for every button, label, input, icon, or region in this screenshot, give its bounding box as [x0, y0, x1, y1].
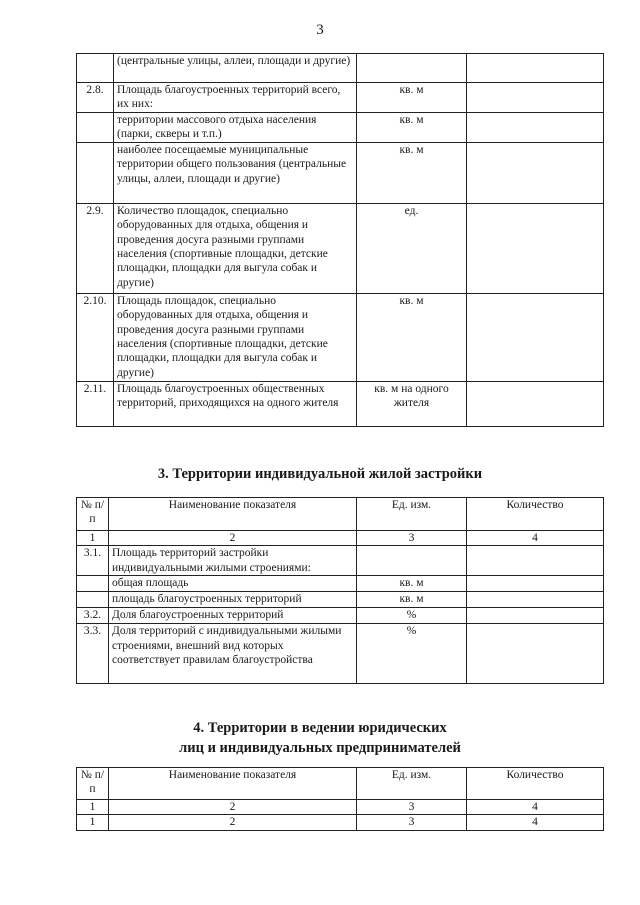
- table-row: [77, 203, 604, 293]
- quantity-cell: [467, 203, 604, 293]
- quantity-cell: [467, 112, 604, 142]
- column-index-2: 2: [109, 531, 357, 546]
- indicators-table-section-3: [76, 497, 604, 684]
- row-number: 2.11.: [77, 381, 114, 426]
- column-index-3: 3: [357, 531, 467, 546]
- quantity-cell: [467, 546, 604, 576]
- row-number: [77, 112, 114, 142]
- indicator-name: территории массового отдыха населения (парки, скверы и т.п.): [114, 112, 357, 142]
- column-index-row: [77, 531, 604, 546]
- unit-cell: кв. м: [357, 592, 467, 608]
- column-index-3: 3: [357, 800, 467, 815]
- table-row: [77, 592, 604, 608]
- column-index-1: 1: [77, 531, 109, 546]
- table-row: [77, 546, 604, 576]
- column-header-name: Наименование показателя: [109, 768, 357, 800]
- unit-cell: кв. м: [357, 83, 467, 113]
- quantity-cell: [467, 142, 604, 203]
- unit-cell: кв. м: [357, 112, 467, 142]
- column-index-2: 2: [109, 800, 357, 815]
- table-header-row: [77, 498, 604, 531]
- row-number: [77, 576, 109, 592]
- indicators-table-section-4: [76, 767, 604, 831]
- unit-cell: кв. м: [357, 293, 467, 381]
- row-number: [77, 142, 114, 203]
- unit-cell: кв. м: [357, 142, 467, 203]
- column-header-number: № п/п: [77, 498, 109, 531]
- row-number: 2.10.: [77, 293, 114, 381]
- quantity-cell: [467, 576, 604, 592]
- column-index-4: 4: [467, 531, 604, 546]
- indicator-name: (центральные улицы, аллеи, площади и другие): [114, 54, 357, 83]
- unit-cell: [357, 54, 467, 83]
- column-index-4: 4: [467, 815, 604, 830]
- table-row: [77, 142, 604, 203]
- unit-cell: [357, 546, 467, 576]
- column-header-name: Наименование показателя: [109, 498, 357, 531]
- quantity-cell: [467, 54, 604, 83]
- column-index-3: 3: [357, 815, 467, 830]
- section-4-title: [0, 718, 640, 758]
- column-header-quantity: Количество: [467, 498, 604, 531]
- quantity-cell: [467, 83, 604, 113]
- row-number: 2.9.: [77, 203, 114, 293]
- quantity-cell: [467, 381, 604, 426]
- indicator-name: Площадь площадок, специально оборудованных для отдыха, общения и проведения досуга разными группами населения (спортивные площадки, детские площадки, площадки для выгула собак и другие): [114, 293, 357, 381]
- indicator-name: Площадь благоустроенных общественных территорий, приходящихся на одного жителя: [114, 381, 357, 426]
- table-header-row: [77, 768, 604, 800]
- column-header-quantity: Количество: [467, 768, 604, 800]
- row-number: 3.2.: [77, 608, 109, 624]
- column-index-4: 4: [467, 800, 604, 815]
- indicator-name: площадь благоустроенных территорий: [109, 592, 357, 608]
- quantity-cell: [467, 624, 604, 684]
- indicators-table-section-2: [76, 53, 604, 427]
- unit-cell: ед.: [357, 203, 467, 293]
- unit-cell: %: [357, 608, 467, 624]
- column-header-unit: Ед. изм.: [357, 768, 467, 800]
- unit-cell: кв. м: [357, 576, 467, 592]
- column-index-row: [77, 800, 604, 815]
- indicator-name: наиболее посещаемые муниципальные территории общего пользования (центральные улицы, аллеи, площади и другие): [114, 142, 357, 203]
- table-row: [77, 624, 604, 684]
- indicator-name: Площадь территорий застройки индивидуальными жилыми строениями:: [109, 546, 357, 576]
- column-header-unit: Ед. изм.: [357, 498, 467, 531]
- table-row: [77, 293, 604, 381]
- unit-cell: кв. м на одного жителя: [357, 381, 467, 426]
- indicator-name: общая площадь: [109, 576, 357, 592]
- unit-cell: %: [357, 624, 467, 684]
- page-number: 3: [316, 22, 324, 38]
- column-index-row: [77, 815, 604, 830]
- table-row: [77, 54, 604, 83]
- indicator-name: Доля территорий с индивидуальными жилыми строениями, внешний вид которых соответствует правилам благоустройства: [109, 624, 357, 684]
- table-row: [77, 83, 604, 113]
- quantity-cell: [467, 592, 604, 608]
- section-4-title-line-1: 4. Территории в ведении юридических: [193, 720, 447, 736]
- quantity-cell: [467, 608, 604, 624]
- row-number: [77, 54, 114, 83]
- section-3-title: 3. Территории индивидуальной жилой застройки: [157, 466, 483, 482]
- table-row: [77, 576, 604, 592]
- row-number: 3.3.: [77, 624, 109, 684]
- table-row: [77, 381, 604, 426]
- indicator-name: Площадь благоустроенных территорий всего, их них:: [114, 83, 357, 113]
- column-index-1: 1: [77, 800, 109, 815]
- section-4-title-line-2: лиц и индивидуальных предпринимателей: [179, 740, 461, 756]
- column-index-1: 1: [77, 815, 109, 830]
- table-row: [77, 112, 604, 142]
- quantity-cell: [467, 293, 604, 381]
- indicator-name: Количество площадок, специально оборудованных для отдыха, общения и проведения досуга разными группами населения (спортивные площадки, детские площадки, площадки для выгула собак и другие): [114, 203, 357, 293]
- column-header-number: № п/п: [77, 768, 109, 800]
- row-number: 3.1.: [77, 546, 109, 576]
- column-index-2: 2: [109, 815, 357, 830]
- table-row: [77, 608, 604, 624]
- indicator-name: Доля благоустроенных территорий: [109, 608, 357, 624]
- row-number: 2.8.: [77, 83, 114, 113]
- row-number: [77, 592, 109, 608]
